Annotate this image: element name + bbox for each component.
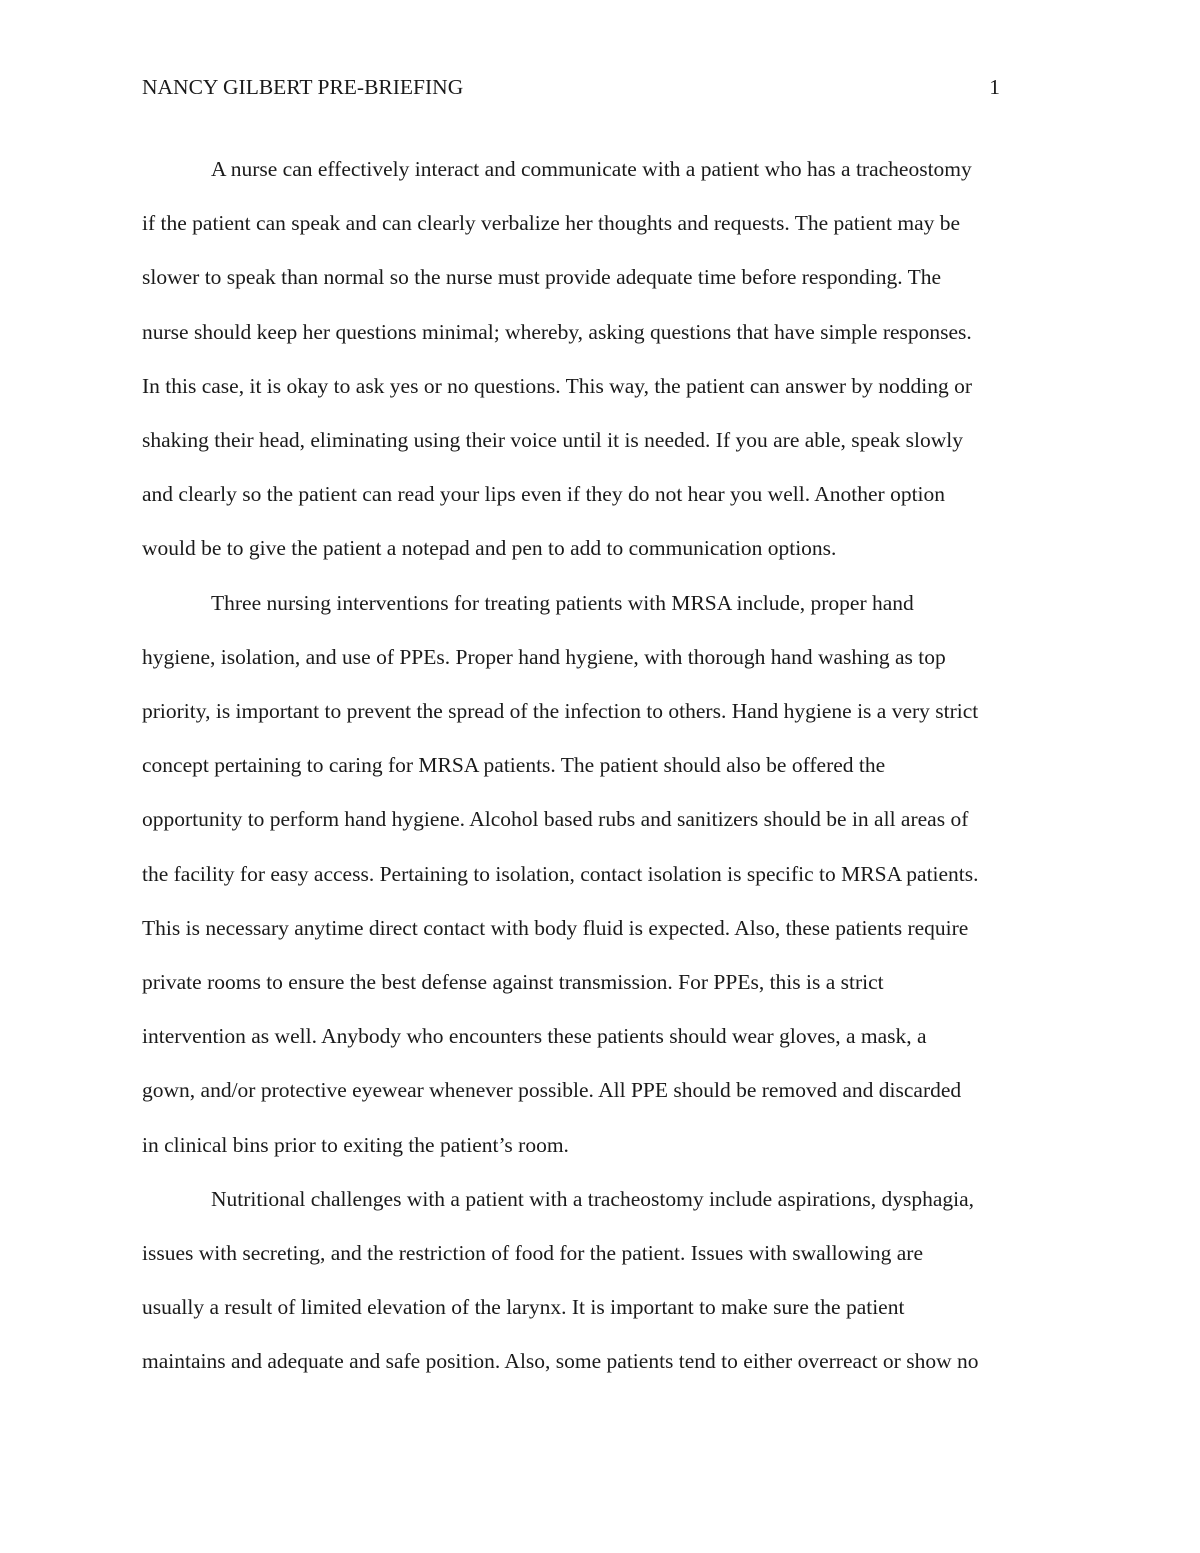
running-header: [142, 72, 1000, 102]
text-line: the facility for easy access. Pertaining to isolation, contact isolation is specific to MRSA patients.: [142, 861, 979, 886]
text-line: concept pertaining to caring for MRSA patients. The patient should also be offered the: [142, 753, 886, 778]
paragraph-tracheostomy-communication: [142, 142, 1062, 576]
document-body: [142, 142, 1062, 1389]
page-number: 1: [989, 75, 1000, 99]
text-line: slower to speak than normal so the nurse must provide adequate time before responding. The: [142, 265, 942, 290]
text-line: In this case, it is okay to ask yes or no questions. This way, the patient can answer by nodding or: [142, 373, 972, 398]
text-line: usually a result of limited elevation of the larynx. It is important to make sure the patient: [142, 1295, 905, 1320]
text-line: intervention as well. Anybody who encounters these patients should wear gloves, a mask, a: [142, 1024, 927, 1049]
paragraph-nutritional-challenges: [142, 1172, 1062, 1389]
text-line: issues with secreting, and the restriction of food for the patient. Issues with swallowing are: [142, 1241, 923, 1266]
text-line: Nutritional challenges with a patient with a tracheostomy include aspirations, dysphagia,: [211, 1186, 975, 1211]
text-line: gown, and/or protective eyewear whenever possible. All PPE should be removed and discarded: [142, 1078, 962, 1103]
text-line: and clearly so the patient can read your lips even if they do not hear you well. Another option: [142, 482, 946, 507]
text-line: A nurse can effectively interact and communicate with a patient who has a tracheostomy: [211, 157, 972, 181]
text-line: This is necessary anytime direct contact with body fluid is expected. Also, these patients require: [142, 915, 969, 940]
text-line: Three nursing interventions for treating patients with MRSA include, proper hand: [211, 590, 914, 615]
text-line: priority, is important to prevent the spread of the infection to others. Hand hygiene is a very strict: [142, 699, 979, 724]
text-line: private rooms to ensure the best defense against transmission. For PPEs, this is a strict: [142, 970, 884, 995]
text-line: hygiene, isolation, and use of PPEs. Proper hand hygiene, with thorough hand washing as top: [142, 644, 946, 669]
running-head-title: NANCY GILBERT PRE-BRIEFING: [142, 75, 464, 99]
text-line: would be to give the patient a notepad and pen to add to communication options.: [142, 536, 837, 561]
text-line: nurse should keep her questions minimal; whereby, asking questions that have simple responses.: [142, 319, 972, 344]
text-line: in clinical bins prior to exiting the patient’s room.: [142, 1132, 569, 1157]
paragraph-mrsa-interventions: [142, 576, 1062, 1172]
text-line: opportunity to perform hand hygiene. Alcohol based rubs and sanitizers should be in all areas of: [142, 807, 969, 832]
text-line: shaking their head, eliminating using their voice until it is needed. If you are able, speak slowly: [142, 428, 963, 453]
text-line: maintains and adequate and safe position. Also, some patients tend to either overreact or show no: [142, 1349, 979, 1374]
text-line: if the patient can speak and can clearly verbalize her thoughts and requests. The patient may be: [142, 211, 961, 236]
